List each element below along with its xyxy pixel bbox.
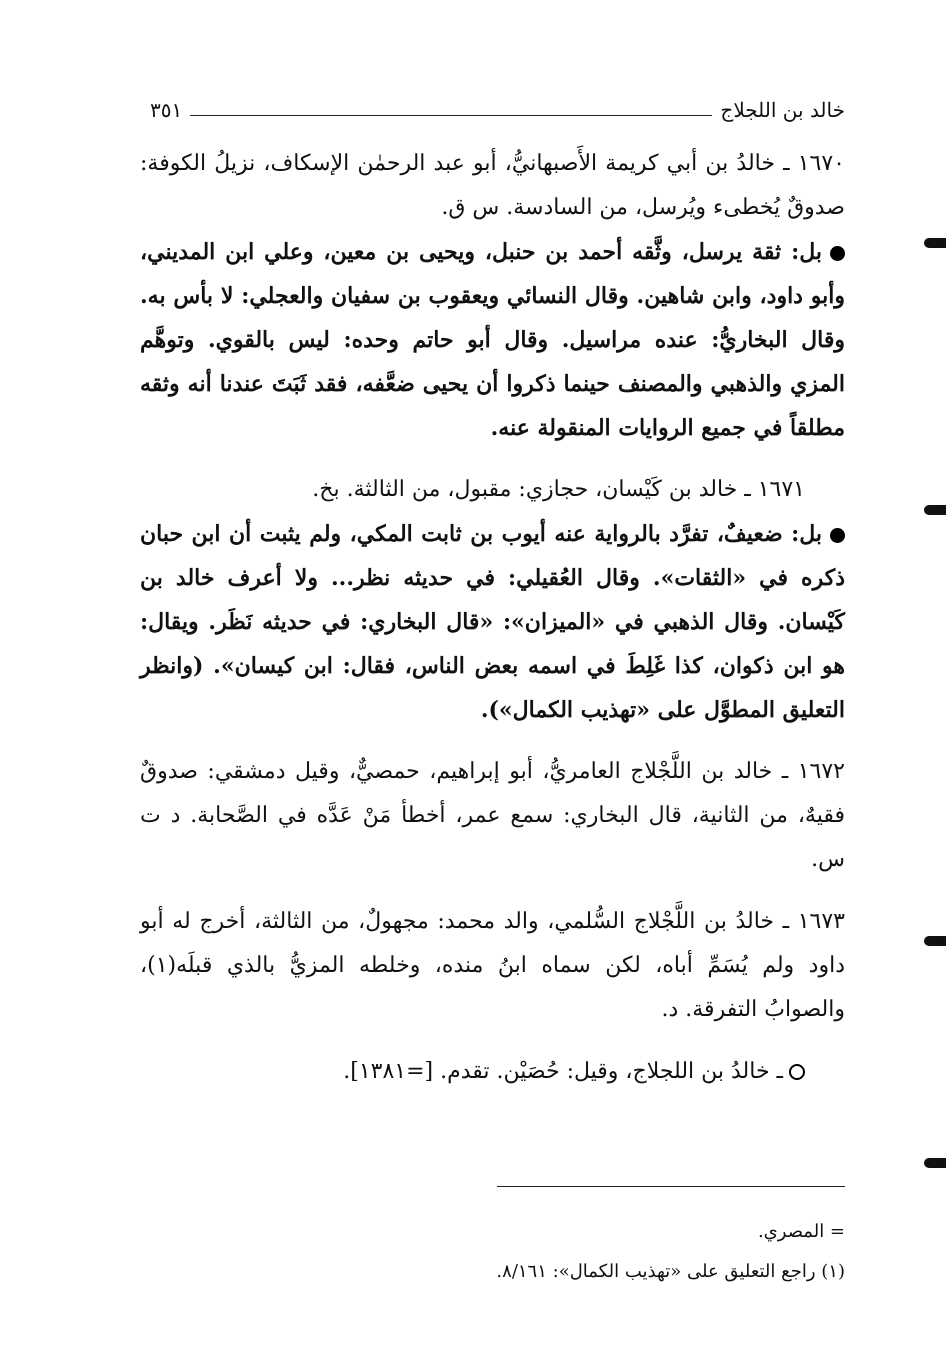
margin-tab-mark xyxy=(924,936,946,946)
footnote-rule xyxy=(497,1186,845,1187)
margin-tab-mark xyxy=(924,1158,946,1168)
entry-text: خالد بن كَيْسان، حجازي: مقبول، من الثالثة. بخ. xyxy=(312,477,738,502)
entry-number: ١٦٧٠ ـ xyxy=(783,151,845,176)
reference-text: ـ خالدُ بن اللجلاج، وقيل: حُصَيْن. تقدم. [=١٣٨١]. xyxy=(343,1059,783,1084)
entry-1671 xyxy=(140,468,845,512)
note-1671 xyxy=(140,512,845,732)
running-header xyxy=(150,92,845,124)
footnote-1: (١) راجع التعليق على «تهذيب الكمال»: ٨/١٦١. xyxy=(496,1261,845,1282)
margin-tab-mark xyxy=(924,238,946,248)
bullet-icon xyxy=(830,528,845,543)
footnote-continuation: = المصري. xyxy=(757,1221,845,1242)
page-number: ٣٥١ xyxy=(150,98,183,122)
entry-1673 xyxy=(140,900,845,1032)
footnotes xyxy=(140,1212,845,1292)
note-text: بل: ضعيفٌ، تفرَّد بالرواية عنه أيوب بن ثابت المكي، ولم يثبت أن ابن حبان ذكره في «الثقات». وقال العُقيلي: في حديثه نظر... ولا أعرف خالد بن كَيْسان. وقال الذهبي في «الميزان»: «قال البخاري: في حديثه نَظَر. ويقال: هو ابن ذكوان، كذا غَلِطَ في اسمه بعض الناس، فقال: ابن كيسان». (وانظر التعليق المطوَّل على «تهذيب الكمال»). xyxy=(140,521,845,723)
margin-tab-mark xyxy=(924,505,946,515)
entry-number: ١٦٧١ ـ xyxy=(744,477,805,502)
bullet-icon xyxy=(830,246,845,261)
header-rule xyxy=(190,115,712,116)
ring-icon xyxy=(789,1064,805,1080)
entry-number: ١٦٧٣ ـ xyxy=(782,909,845,934)
entry-text: خالد بن اللَّجْلاج العامريُّ، أبو إبراهيم، حمصيٌّ، وقيل دمشقي: صدوقٌ فقيهٌ، من الثانية، قال البخاري: سمع عمر، أخطأ مَنْ عَدَّه في الصَّحابة. د ت س. xyxy=(140,759,845,872)
entry-1670 xyxy=(140,142,845,230)
header-title: خالد بن اللجلاج xyxy=(720,98,845,122)
entry-number: ١٦٧٢ ـ xyxy=(781,759,845,784)
cross-reference xyxy=(140,1050,845,1094)
main-text xyxy=(140,142,845,1094)
note-text: بل: ثقة يرسل، وثَّقه أحمد بن حنبل، ويحيى بن معين، وعلي ابن المديني، وأبو داود، وابن شاهين. وقال النسائي ويعقوب بن سفيان والعجلي: لا بأس به. وقال البخاريُّ: عنده مراسيل. وقال أبو حاتم وحده: ليس بالقوي. وتوهَّم المزي والذهبي والمصنف حينما ذكروا أن يحيى ضعَّفه، فقد ثَبَتَ عندنا أنه وثقه مطلقاً في جميع الروايات المنقولة عنه. xyxy=(140,239,845,441)
entry-text: خالدُ بن أبي كريمة الأَصبهانيُّ، أبو عبد الرحمٰن الإسكاف، نزيلُ الكوفة: صدوقٌ يُخطىء ويُرسل، من السادسة. س ق. xyxy=(140,151,845,220)
entry-text: خالدُ بن اللَّجْلاج السُّلمي، والد محمد: مجهولٌ، من الثالثة، أخرج له أبو داود ولم يُسَمِّ أباه، لكن سماه ابنُ منده، وخلطه المزيُّ بالذي قبلَه(١)، والصوابُ التفرقة. د. xyxy=(140,909,845,1022)
note-1670 xyxy=(140,230,845,450)
entry-1672 xyxy=(140,750,845,882)
